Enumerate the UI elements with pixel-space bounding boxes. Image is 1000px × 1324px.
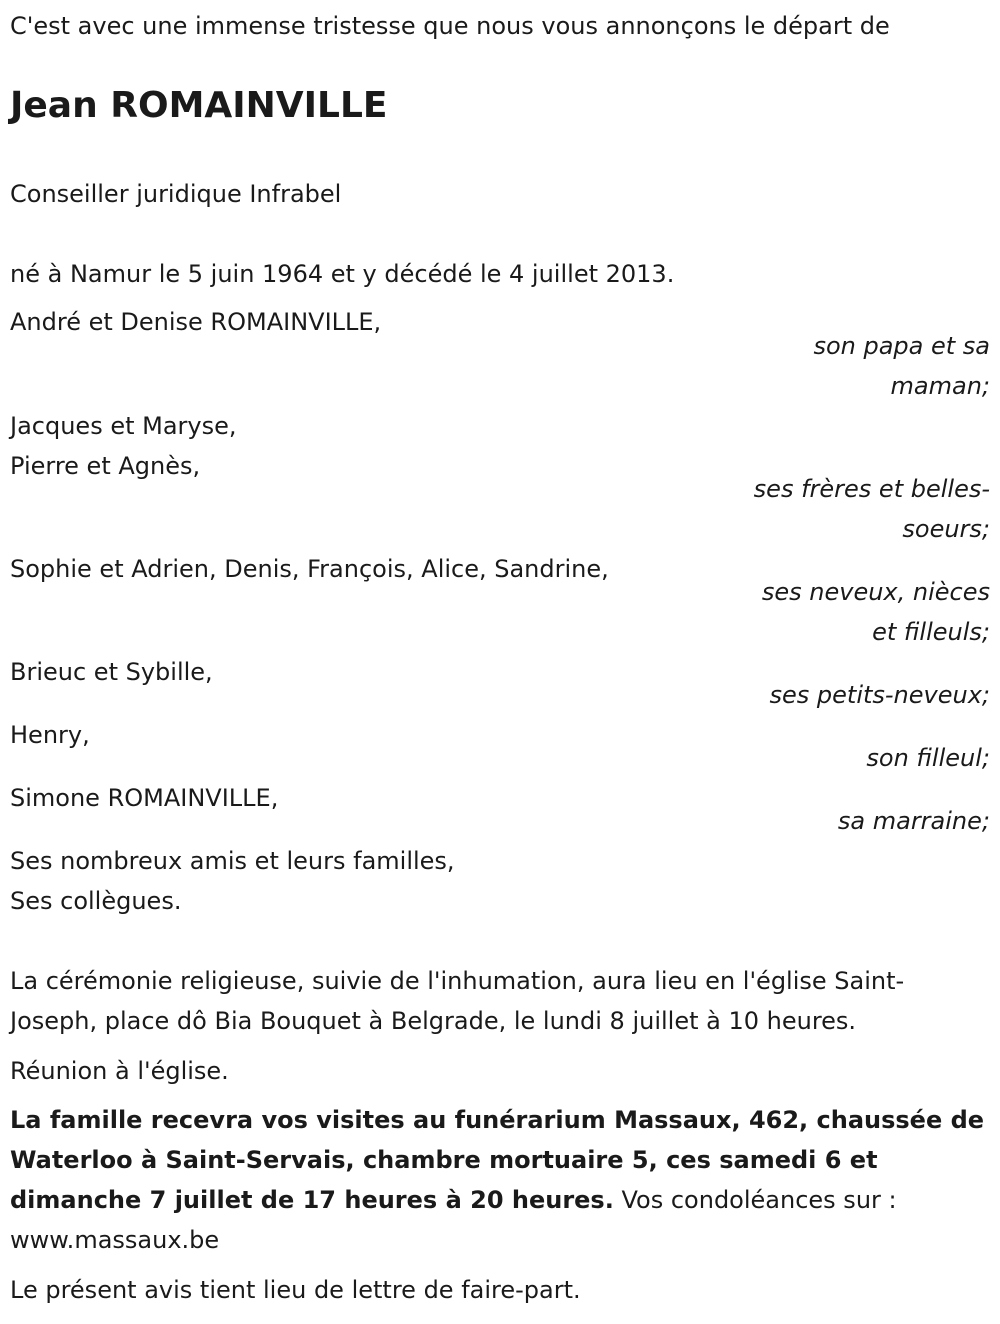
birth-death-dates: né à Namur le 5 juin 1964 et y décédé le 4 juillet 2013. [10, 260, 675, 288]
occupation: Conseiller juridique Infrabel [10, 180, 342, 208]
friends-line: Ses collègues. [10, 887, 182, 915]
family-names: Pierre et Agnès, [10, 452, 201, 480]
family-relation: ses frères et belles- [753, 475, 990, 503]
visits-paragraph [10, 1100, 990, 1260]
family-names: Simone ROMAINVILLE, [10, 784, 279, 812]
family-relation: maman; [890, 372, 990, 400]
visits-text: La famille recevra vos visites au funérarium Massaux, 462, chaussée de Waterloo à Saint-Servais, chambre mortuaire 5, ces samedi 6 et dimanche 7 juillet de 17 heures à 20 heures. [10, 1106, 985, 1214]
family-names: Henry, [10, 721, 90, 749]
family-relation: ses petits-neveux; [769, 681, 990, 709]
family-names: Jacques et Maryse, [10, 412, 237, 440]
family-names: André et Denise ROMAINVILLE, [10, 308, 382, 336]
friends-line: Ses nombreux amis et leurs familles, [10, 847, 455, 875]
meeting-text: Réunion à l'église. [10, 1057, 229, 1085]
family-relation: soeurs; [902, 515, 990, 543]
closing-text: Le présent avis tient lieu de lettre de faire-part. [10, 1276, 581, 1304]
family-relation: son filleul; [866, 744, 990, 772]
family-names: Sophie et Adrien, Denis, François, Alice, Sandrine, [10, 555, 609, 583]
condolences-text: Vos condoléances sur : www.massaux.be [10, 1186, 897, 1254]
family-relation: et filleuls; [872, 618, 990, 646]
family-names: Brieuc et Sybille, [10, 658, 213, 686]
family-relation: son papa et sa [813, 332, 990, 360]
intro-text: C'est avec une immense tristesse que nous vous annonçons le départ de [10, 12, 890, 40]
family-relation: sa marraine; [837, 807, 990, 835]
deceased-name: Jean ROMAINVILLE [10, 85, 388, 126]
ceremony-text: La cérémonie religieuse, suivie de l'inhumation, aura lieu en l'église Saint-Joseph, place dô Bia Bouquet à Belgrade, le lundi 8 juillet à 10 heures. [10, 967, 905, 1035]
family-relation: ses neveux, nièces [761, 578, 990, 606]
